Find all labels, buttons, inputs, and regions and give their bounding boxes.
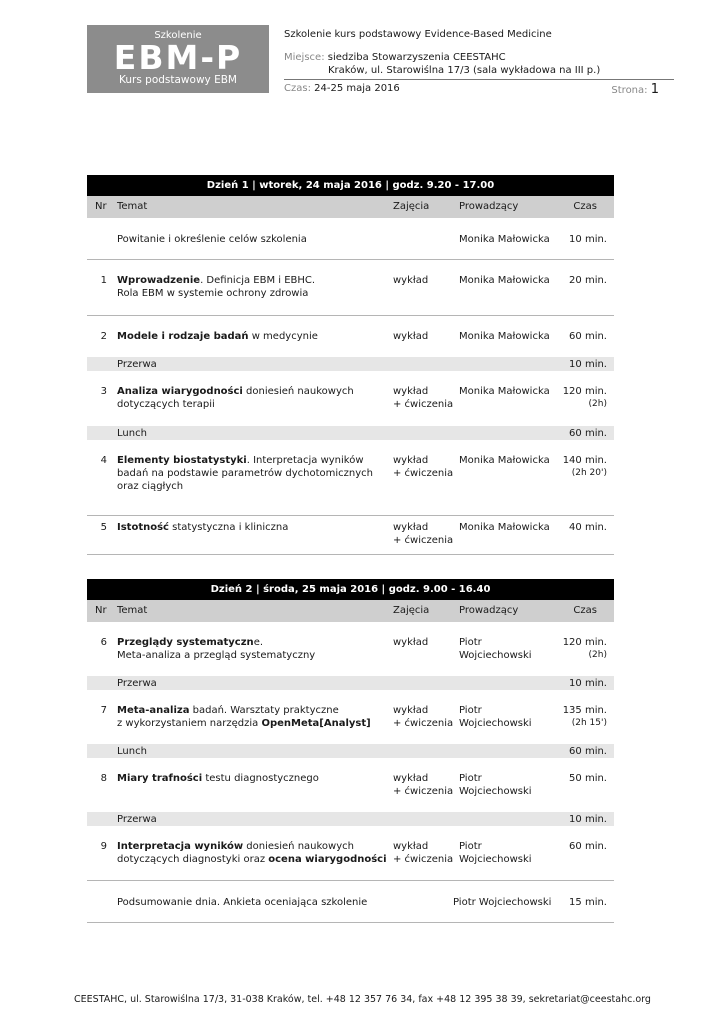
table-row	[87, 690, 614, 744]
row-lecturer: Piotr Wojciechowski	[453, 897, 552, 908]
row-topic: Modele i rodzaje badań w medycynie	[117, 331, 318, 342]
row-time: 60 min.	[569, 331, 607, 342]
row-type: wykład + ćwiczenia	[393, 522, 454, 546]
break-label: Przerwa	[117, 678, 157, 689]
break-row	[87, 426, 614, 440]
day2-schedule	[87, 579, 614, 923]
col-lecturer: Prowadzący	[459, 201, 519, 212]
row-lecturer: Monika Małowicka	[459, 455, 550, 466]
break-row	[87, 744, 614, 758]
row-topic: Podsumowanie dnia. Ankieta oceniająca szkolenie	[117, 897, 368, 908]
table-row	[87, 260, 614, 316]
row-type: wykład	[393, 637, 429, 648]
table-row	[87, 758, 614, 812]
row-lecturer: Piotr Wojciechowski	[459, 841, 532, 865]
row-topic: Powitanie i określenie celów szkolenia	[117, 234, 307, 245]
row-type: wykład + ćwiczenia	[393, 841, 454, 865]
row-topic: Elementy biostatystyki. Interpretacja wyników badań na podstawie parametrów dychotomicznych oraz ciągłych	[117, 455, 373, 492]
col-topic: Temat	[117, 605, 148, 616]
row-lecturer: Monika Małowicka	[459, 331, 550, 342]
table-row	[87, 371, 614, 426]
time-label: Czas:	[284, 83, 311, 94]
row-lecturer: Monika Małowicka	[459, 275, 550, 286]
break-label: Lunch	[117, 428, 147, 439]
row-nr: 6	[100, 637, 107, 648]
break-time: 60 min.	[569, 746, 607, 757]
row-nr: 3	[100, 386, 107, 397]
break-time: 10 min.	[569, 678, 607, 689]
day2-title: Dzień 2 | środa, 25 maja 2016 | godz. 9.00 - 16.40	[87, 579, 614, 600]
row-lecturer: Piotr Wojciechowski	[459, 637, 532, 661]
time-value: 24-25 maja 2016	[314, 83, 400, 94]
place-line1	[284, 51, 506, 64]
table-row	[87, 218, 614, 260]
row-time: 20 min.	[569, 275, 607, 286]
break-label: Lunch	[117, 746, 147, 757]
col-type: Zajęcia	[393, 605, 430, 616]
row-time: 140 min. (2h 20')	[562, 455, 607, 478]
break-row	[87, 812, 614, 826]
row-type: wykład	[393, 275, 429, 286]
place-value: siedziba Stowarzyszenia CEESTAHC	[327, 52, 506, 63]
row-nr: 2	[100, 331, 107, 342]
course-title: Szkolenie kurs podstawowy Evidence-Based Medicine	[284, 29, 552, 40]
table-row	[87, 316, 614, 357]
col-time: Czas	[573, 201, 597, 212]
row-time: 15 min.	[569, 897, 607, 908]
break-label: Przerwa	[117, 359, 157, 370]
row-lecturer: Monika Małowicka	[459, 234, 550, 245]
row-nr: 1	[100, 275, 107, 286]
row-topic: Miary trafności testu diagnostycznego	[117, 773, 319, 784]
row-type: wykład + ćwiczenia	[393, 705, 454, 729]
row-time: 10 min.	[569, 234, 607, 245]
row-time: 60 min.	[569, 841, 607, 852]
row-time: 120 min. (2h)	[562, 386, 607, 409]
table-row	[87, 440, 614, 516]
row-time: 40 min.	[569, 522, 607, 533]
day1-schedule	[87, 175, 614, 555]
col-nr: Nr	[95, 605, 107, 616]
table-row	[87, 881, 614, 923]
col-nr: Nr	[95, 201, 107, 212]
row-type: wykład + ćwiczenia	[393, 773, 454, 797]
table-row	[87, 826, 614, 881]
row-nr: 5	[100, 522, 107, 533]
row-type: wykład	[393, 331, 429, 342]
header-divider	[284, 79, 674, 80]
day2-column-header	[87, 600, 614, 622]
page-footer: CEESTAHC, ul. Starowiślna 17/3, 31-038 Kraków, tel. +48 12 357 76 34, fax +48 12 395 38 39, sekretariat@ceestahc.org	[74, 994, 651, 1005]
time-line	[284, 82, 400, 95]
page-indicator	[611, 82, 659, 97]
col-lecturer: Prowadzący	[459, 605, 519, 616]
page-number: 1	[650, 82, 659, 97]
row-type: wykład + ćwiczenia	[393, 455, 454, 479]
break-label: Przerwa	[117, 814, 157, 825]
course-logo	[87, 25, 269, 93]
row-topic: Meta-analiza badań. Warsztaty praktyczne z wykorzystaniem narzędzia OpenMeta[Analyst]	[117, 705, 371, 729]
col-type: Zajęcia	[393, 201, 430, 212]
row-lecturer: Monika Małowicka	[459, 386, 550, 397]
row-time: 135 min. (2h 15')	[562, 705, 607, 728]
row-topic: Istotność statystyczna i kliniczna	[117, 522, 289, 533]
row-lecturer: Monika Małowicka	[459, 522, 550, 533]
break-time: 10 min.	[569, 359, 607, 370]
break-time: 10 min.	[569, 814, 607, 825]
day1-column-header	[87, 196, 614, 218]
col-time: Czas	[573, 605, 597, 616]
break-time: 60 min.	[569, 428, 607, 439]
page-label: Strona:	[611, 85, 648, 96]
row-nr: 4	[100, 455, 107, 466]
break-row	[87, 357, 614, 371]
row-topic: Wprowadzenie. Definicja EBM i EBHC. Rola EBM w systemie ochrony zdrowia	[117, 275, 316, 299]
logo-line1: Szkolenie	[154, 30, 202, 41]
row-lecturer: Piotr Wojciechowski	[459, 773, 532, 797]
row-topic: Przeglądy systematyczne. Meta-analiza a przegląd systematyczny	[117, 637, 316, 661]
table-row	[87, 516, 614, 555]
day1-title: Dzień 1 | wtorek, 24 maja 2016 | godz. 9.20 - 17.00	[87, 175, 614, 196]
place-label: Miejsce:	[284, 52, 325, 63]
logo-subtitle: Kurs podstawowy EBM	[119, 74, 237, 86]
table-row	[87, 622, 614, 676]
row-lecturer: Piotr Wojciechowski	[459, 705, 532, 729]
row-type: wykład + ćwiczenia	[393, 386, 454, 410]
row-time: 120 min. (2h)	[562, 637, 607, 660]
row-topic: Interpretacja wyników doniesień naukowych dotyczących diagnostyki oraz ocena wiarygodności	[117, 841, 387, 865]
break-row	[87, 676, 614, 690]
logo-title: EBM-P	[113, 38, 243, 77]
row-time: 50 min.	[569, 773, 607, 784]
row-nr: 9	[100, 841, 107, 852]
row-nr: 7	[100, 705, 107, 716]
row-nr: 8	[100, 773, 107, 784]
row-topic: Analiza wiarygodności doniesień naukowych dotyczących terapii	[117, 386, 354, 410]
col-topic: Temat	[117, 201, 148, 212]
place-line2: Kraków, ul. Starowiślna 17/3 (sala wykładowa na III p.)	[328, 65, 601, 76]
